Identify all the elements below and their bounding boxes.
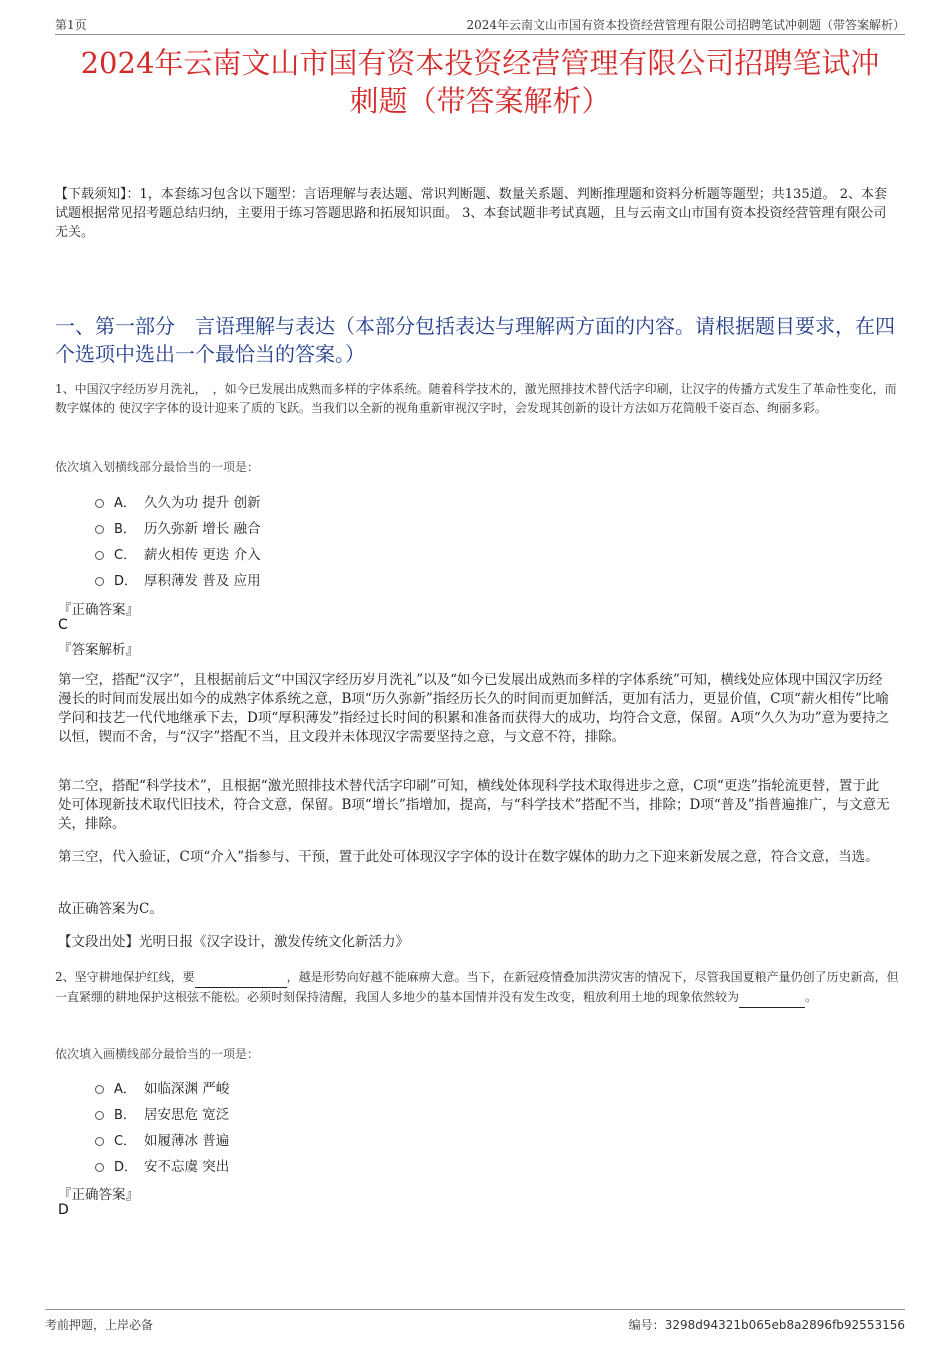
q1-analysis-paragraph-2: 第二空，搭配“科学技术”，且根据“激光照排技术替代活字印刷”可知，横线处体现科学技术取得进步之意，C项“更迭”指轮流更替，置于此处可体现新技术取代旧技术，符合文意，保留。B项“增长”指增加，提高，与“科学技术”搭配不当，排除；D项“普及”指普遍推广，与文意无关，排除。 bbox=[58, 778, 890, 832]
q1-option-b[interactable] bbox=[95, 514, 261, 540]
option-letter: B． bbox=[114, 1107, 136, 1123]
footer-code-value: 3298d94321b065eb8a2896fb92553156 bbox=[664, 1318, 905, 1332]
radio-icon[interactable] bbox=[95, 525, 104, 534]
radio-icon[interactable] bbox=[95, 1111, 104, 1120]
option-letter: D． bbox=[114, 573, 138, 589]
question-1-options bbox=[95, 488, 261, 592]
question-2-prompt: 依次填入画横线部分最恰当的一项是： bbox=[55, 1047, 260, 1061]
title-line-1: 2024年云南文山市国有资本投资经营管理有限公司招聘笔试冲 bbox=[80, 46, 880, 80]
option-letter: B． bbox=[114, 521, 136, 537]
q1-option-d[interactable] bbox=[95, 566, 261, 592]
option-text: 如履薄冰 普遍 bbox=[144, 1133, 230, 1149]
radio-icon[interactable] bbox=[95, 499, 104, 508]
q1-analysis-paragraph-3: 第三空，代入验证，C项“介入”指参与、干预，置于此处可体现汉字字体的设计在数字媒体的助力之下迎来新发展之意，符合文意，当选。 bbox=[58, 849, 879, 865]
header-doc-title: 2024年云南文山市国有资本投资经营管理有限公司招聘笔试冲刺题（带答案解析） bbox=[466, 18, 905, 32]
question-1-text: 1、中国汉字经历岁月洗礼， ，如今已发展出成熟而多样的字体系统。随着科学技术的，激光照排技术替代活字印刷，让汉字的传播方式发生了革命性变化，而数字媒体的 使汉字字体的设计迎来了质的飞跃。当我们以全新的视角重新审视汉字时，会发现其创新的设计方法如万花筒般千姿百态、绚丽多彩。 bbox=[55, 382, 897, 415]
page-number: 第1页 bbox=[55, 18, 87, 32]
question-2-options bbox=[95, 1074, 229, 1178]
radio-icon[interactable] bbox=[95, 1163, 104, 1172]
section-heading: 一、第一部分 言语理解与表达（本部分包括表达与理解两方面的内容。请根据题目要求，在四个选项中选出一个最恰当的答案。） bbox=[55, 314, 895, 366]
q1-analysis-label: 『答案解析』 bbox=[58, 642, 139, 658]
download-notice: 【下载须知】：1，本套练习包含以下题型：言语理解与表达题、常识判断题、数量关系题、判断推理题和资料分析题等题型；共135道。 2、本套试题根据常见招考题总结归纳，主要用于练习答题思路和拓展知识面。 3、本套试题非考试真题，且与云南文山市国有资本投资经营管理有限公司无关。 bbox=[55, 187, 887, 240]
q2-text-part-2: ，越是形势向好越不能麻痹大意。当下，在新冠疫情叠加洪涝灾害的情况下，尽管我国夏粮产量仍创了历史新高，但一直紧绷的耕地保护这根弦不能松。必须时刻保持清醒，我国人多地少的基本国情并没有发生改变，粗放利用土地的现象依然较为 bbox=[55, 970, 899, 1004]
option-text: 居安思危 宽泛 bbox=[144, 1107, 230, 1123]
radio-icon[interactable] bbox=[95, 1137, 104, 1146]
option-letter: A． bbox=[114, 1081, 136, 1097]
radio-icon[interactable] bbox=[95, 1085, 104, 1094]
q1-analysis-paragraph-1: 第一空，搭配“汉字”，且根据前后文“中国汉字经历岁月洗礼”以及“如今已发展出成熟而多样的字体系统”可知，横线处应体现中国汉字历经漫长的时间而发展出如今的成熟字体系统之意，B项“历久弥新”指经历长久的时间而更加鲜活，更加有活力，更显价值，C项“薪火相传”比喻学问和技艺一代代地继承下去，D项“厚积薄发”指经过长时间的积累和准备而获得大的成功，均符合文意，保留。A项“久久为功”意为要持之以恒，锲而不舍，与“汉字”搭配不当，且文段并未体现汉字需要坚持之意，与文意不符，排除。 bbox=[58, 672, 890, 745]
q2-blank-1 bbox=[195, 968, 287, 988]
option-text: 历久弥新 增长 融合 bbox=[144, 521, 261, 537]
radio-icon[interactable] bbox=[95, 551, 104, 560]
q2-option-c[interactable] bbox=[95, 1126, 229, 1152]
option-text: 安不忘虞 突出 bbox=[144, 1159, 230, 1175]
option-letter: C． bbox=[114, 1133, 137, 1149]
document-title bbox=[55, 44, 905, 120]
question-2-text bbox=[55, 968, 905, 1008]
option-text: 如临深渊 严峻 bbox=[144, 1081, 230, 1097]
option-text: 厚积薄发 普及 应用 bbox=[144, 573, 261, 589]
q2-text-part-1: 2、坚守耕地保护红线，要 bbox=[55, 970, 195, 984]
title-line-2: 刺题（带答案解析） bbox=[349, 84, 611, 118]
option-text: 薪火相传 更迭 介入 bbox=[144, 547, 261, 563]
q2-option-b[interactable] bbox=[95, 1100, 229, 1126]
option-letter: D． bbox=[114, 1159, 138, 1175]
q2-correct-answer: D bbox=[58, 1202, 69, 1218]
radio-icon[interactable] bbox=[95, 577, 104, 586]
page-footer bbox=[45, 1309, 905, 1338]
q2-option-d[interactable] bbox=[95, 1152, 229, 1178]
q2-text-part-3: 。 bbox=[805, 990, 818, 1004]
option-text: 久久为功 提升 创新 bbox=[144, 495, 261, 511]
q1-correct-answer: C bbox=[58, 617, 68, 633]
q1-source: 【文段出处】光明日报《汉字设计，激发传统文化新活力》 bbox=[58, 934, 409, 950]
q2-option-a[interactable] bbox=[95, 1074, 229, 1100]
q1-correct-answer-label: 『正确答案』 bbox=[58, 602, 139, 618]
q2-blank-2 bbox=[739, 988, 805, 1008]
q1-analysis-conclusion: 故正确答案为C。 bbox=[58, 901, 163, 917]
q1-option-c[interactable] bbox=[95, 540, 261, 566]
q1-option-a[interactable] bbox=[95, 488, 261, 514]
footer-code bbox=[629, 1316, 905, 1333]
q2-correct-answer-label: 『正确答案』 bbox=[58, 1187, 139, 1203]
option-letter: C． bbox=[114, 547, 137, 563]
footer-slogan: 考前押题，上岸必备 bbox=[45, 1318, 154, 1332]
footer-code-label: 编号： bbox=[628, 1318, 665, 1332]
page-header bbox=[55, 14, 905, 35]
option-letter: A． bbox=[114, 495, 136, 511]
question-1-prompt: 依次填入划横线部分最恰当的一项是： bbox=[55, 460, 260, 474]
